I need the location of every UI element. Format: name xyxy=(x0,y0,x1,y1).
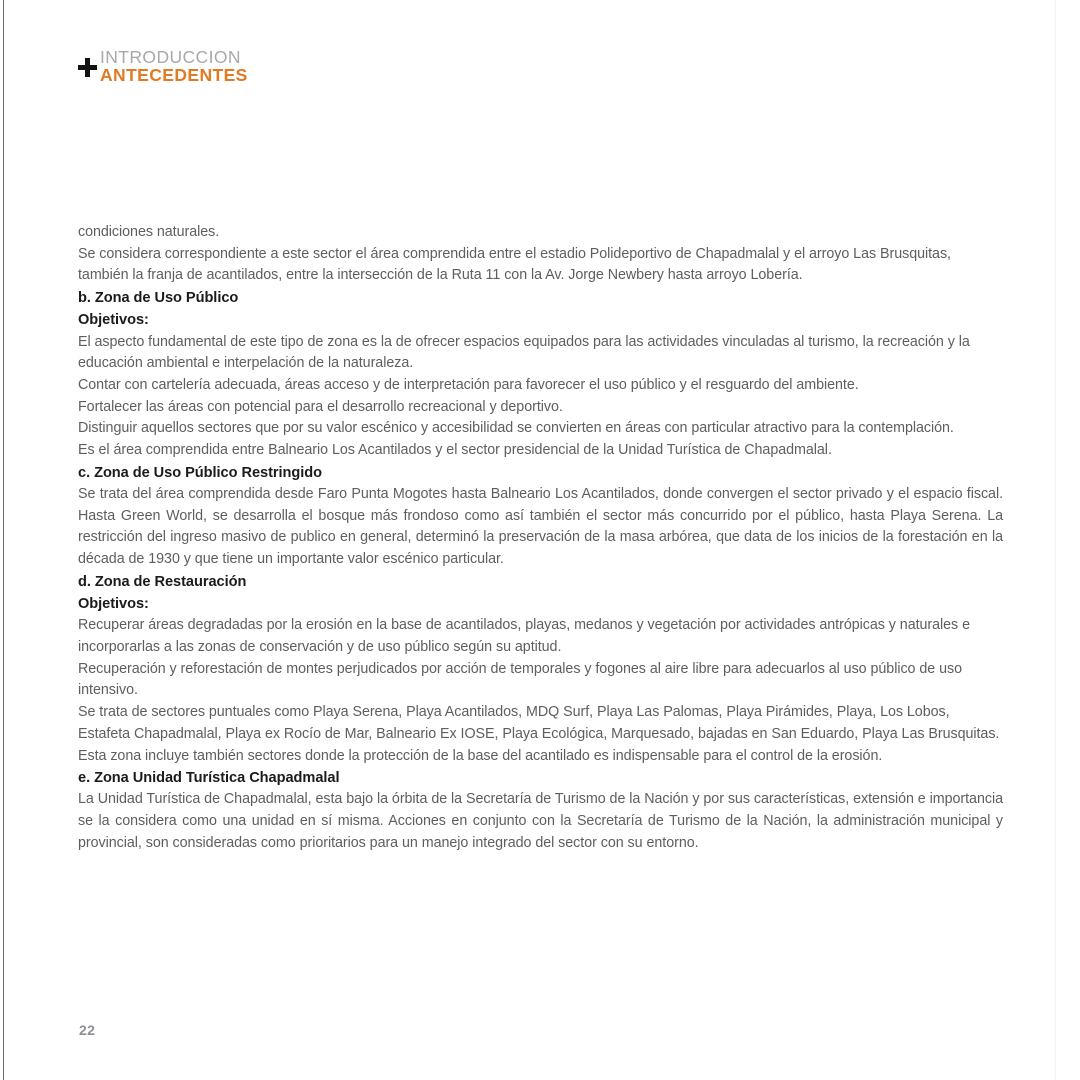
section-subheading: Objetivos: xyxy=(78,312,149,329)
right-edge-rule xyxy=(1055,0,1056,1080)
body-paragraph: Recuperación y reforestación de montes perjudicados por acción de temporales y fogones al aire libre para adecuarlos al uso público de uso intensivo. xyxy=(78,660,963,699)
body-paragraph: Contar con cartelería adecuada, áreas acceso y de interpretación para favorecer el uso público y el resguardo del ambiente. xyxy=(78,376,859,393)
body-paragraph: Se trata del área comprendida desde Faro Punta Mogotes hasta Balneario Los Acantilados, donde convergen el sector privado y el espacio fiscal. Hasta Green World, se desarrolla el bosque más frondoso como así también el sector más concurrido por el público, hasta Playa Serena. La restricción del ingreso masivo de publico en general, determinó la preservación de la masa arbórea, que data de los inicios de la forestación en la década de 1930 y que tiene un importante valor escénico particular. xyxy=(78,485,1003,568)
left-edge-rule xyxy=(3,0,4,1080)
section-subheading: c. Zona de Uso Público Restringido xyxy=(78,464,322,481)
section-subheading: b. Zona de Uso Público xyxy=(78,290,239,307)
document-body xyxy=(78,222,1003,855)
plus-icon xyxy=(78,58,97,77)
body-paragraph: Se considera correspondiente a este sector el área comprendida entre el estadio Polideportivo de Chapadmalal y el arroyo Las Brusquitas, también la franja de acantilados, entre la intersección de la Ruta 11 con la Av. Jorge Newbery hasta arroyo Lobería. xyxy=(78,245,951,284)
section-subheading: Objetivos: xyxy=(78,596,149,613)
body-paragraph: Esta zona incluye también sectores donde la protección de la base del acantilado es indispensable para el control de la erosión. xyxy=(78,747,883,764)
section-subheading: e. Zona Unidad Turística Chapadmalal xyxy=(78,770,340,787)
body-paragraph: condiciones naturales. xyxy=(78,224,220,240)
header-kicker: INTRODUCCION xyxy=(100,47,241,67)
body-paragraph: La Unidad Turística de Chapadmalal, esta bajo la órbita de la Secretaría de Turismo de la Nación y por sus características, extensión e importancia se la considera como una unidad en sí misma. Acciones en conjunto con la Secretaría de Turismo de la Nación, la administración municipal y provincial, son consideradas como prioritarios para un manejo integrado del sector con su entorno. xyxy=(78,791,1003,851)
section-subheading: d. Zona de Restauración xyxy=(78,573,247,590)
page-number: 22 xyxy=(79,1022,96,1038)
page-header xyxy=(78,48,248,84)
body-paragraph: Fortalecer las áreas con potencial para el desarrollo recreacional y deportivo. xyxy=(78,398,563,415)
body-paragraph: Distinguir aquellos sectores que por su valor escénico y accesibilidad se convierten en áreas con particular atractivo para la contemplación. xyxy=(78,420,954,437)
header-text-group xyxy=(100,48,248,84)
body-paragraph: Recuperar áreas degradadas por la erosión en la base de acantilados, playas, medanos y vegetación por actividades antrópicas y naturales e incorporarlas a las zonas de conservación y de uso público según su aptitud. xyxy=(78,617,970,655)
body-paragraph: Es el área comprendida entre Balneario Los Acantilados y el sector presidencial de la Unidad Turística de Chapadmalal. xyxy=(78,442,832,459)
body-paragraph: El aspecto fundamental de este tipo de zona es la de ofrecer espacios equipados para las actividades vinculadas al turismo, la recreación y la educación ambiental e interpelación de la naturaleza. xyxy=(78,333,970,372)
page-title: ANTECEDENTES xyxy=(100,65,248,86)
body-paragraph: Se trata de sectores puntuales como Playa Serena, Playa Acantilados, MDQ Surf, Playa Las Palomas, Playa Pirámides, Playa, Los Lobos, Estafeta Chapadmalal, Playa ex Rocío de Mar, Balneario Ex IOSE, Playa Ecológica, Marquesado, bajadas en San Eduardo, Playa Las Brusquitas. xyxy=(78,704,1000,742)
